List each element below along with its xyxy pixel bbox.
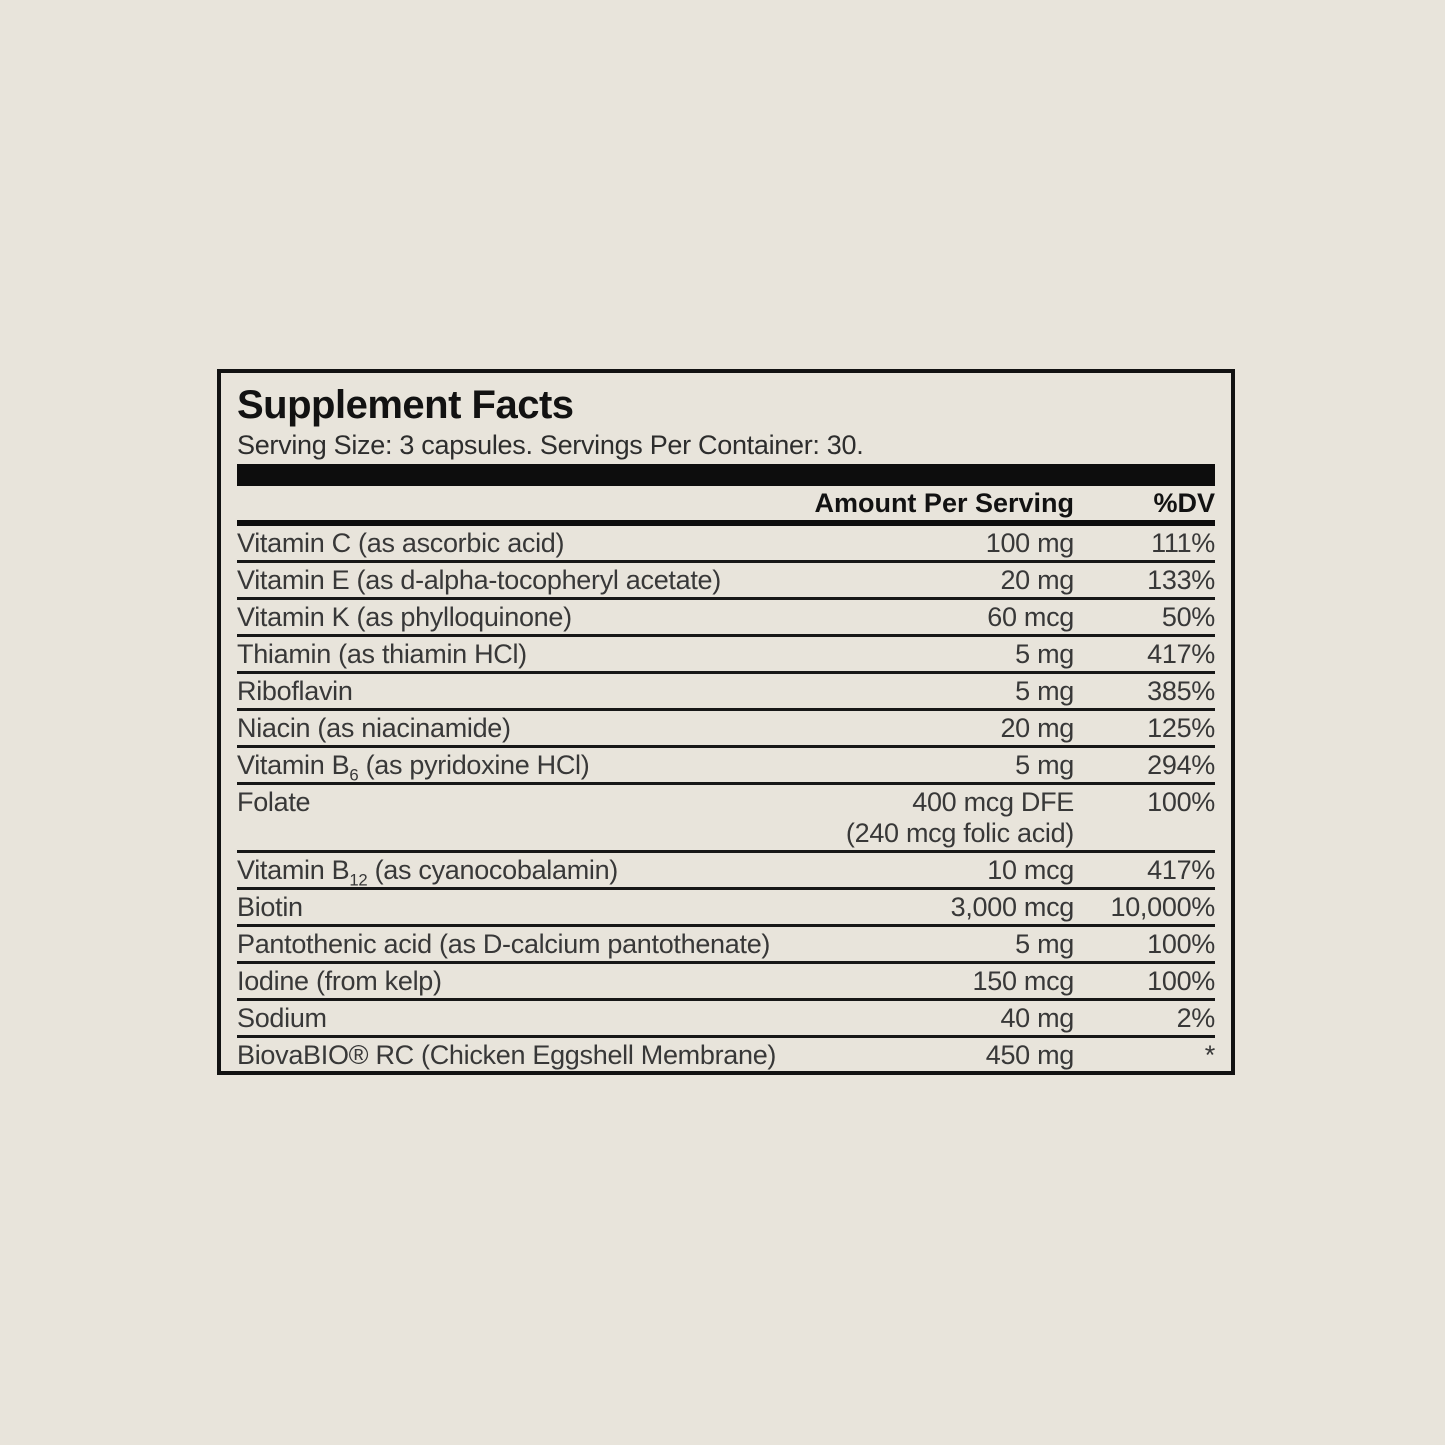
dv-value: 385% — [1147, 676, 1215, 706]
dv-value: * — [1204, 1040, 1215, 1070]
dv-value: 111% — [1151, 528, 1215, 558]
dv-value: 2% — [1176, 1003, 1215, 1033]
serving-info: Serving Size: 3 capsules. Servings Per Container: 30. — [237, 430, 864, 460]
amount-value: 400 mcg DFE (240 mcg folic acid) — [845, 787, 1074, 848]
table-row — [237, 890, 1215, 927]
facts-rows — [237, 526, 1215, 1072]
amount-value: 10 mcg — [987, 855, 1074, 885]
table-row — [237, 1001, 1215, 1038]
nutrient-name: Vitamin $B_6$ (as pyridoxine HCl) — [237, 750, 590, 785]
amount-value: 20 mg — [1000, 713, 1074, 743]
nutrient-name: Thiamin (as thiamin HCl) — [237, 639, 527, 669]
table-row — [237, 964, 1215, 1001]
table-row — [237, 711, 1215, 748]
table-row — [237, 853, 1215, 890]
nutrient-name: Vitamin $B_{12}$ (as cyanocobalamin) — [237, 855, 618, 890]
dv-value: 10,000% — [1110, 892, 1215, 922]
amount-value: 5 mg — [1015, 750, 1074, 780]
table-row — [237, 1038, 1215, 1072]
panel-title: Supplement Facts — [237, 383, 574, 427]
table-row — [237, 674, 1215, 711]
dv-value: 133% — [1147, 565, 1215, 595]
amount-value: 100 mg — [985, 528, 1074, 558]
amount-value: 5 mg — [1015, 639, 1074, 669]
dv-value: 417% — [1147, 639, 1215, 669]
table-row — [237, 927, 1215, 964]
dv-value: 100% — [1147, 929, 1215, 959]
nutrient-name: Folate — [237, 787, 311, 817]
table-row — [237, 600, 1215, 637]
dv-value: 294% — [1147, 750, 1215, 780]
supplement-facts-panel — [217, 369, 1235, 1075]
dv-value: 100% — [1147, 966, 1215, 996]
amount-value: 150 mcg — [972, 966, 1074, 996]
nutrient-name: Pantothenic acid (as D-calcium pantothenate) — [237, 929, 771, 959]
dv-value: 125% — [1147, 713, 1215, 743]
nutrient-name: Sodium — [237, 1003, 327, 1033]
amount-value: 60 mcg — [987, 602, 1074, 632]
column-header-dv: %DV — [1153, 488, 1215, 518]
table-header-row — [237, 486, 1215, 520]
divider-bar-thick — [237, 464, 1215, 486]
amount-value: 3,000 mcg — [950, 892, 1074, 922]
amount-value: 450 mg — [985, 1040, 1074, 1070]
nutrient-name: BiovaBIO® RC (Chicken Eggshell Membrane) — [237, 1040, 777, 1070]
column-header-amount: Amount Per Serving — [814, 488, 1074, 518]
table-row — [237, 785, 1215, 853]
table-row — [237, 526, 1215, 563]
dv-value: 417% — [1147, 855, 1215, 885]
nutrient-name: Niacin (as niacinamide) — [237, 713, 511, 743]
table-row — [237, 563, 1215, 600]
nutrient-name: Vitamin K (as phylloquinone) — [237, 602, 572, 632]
nutrient-name: Iodine (from kelp) — [237, 966, 442, 996]
amount-value: 40 mg — [1000, 1003, 1074, 1033]
nutrient-name: Vitamin E (as d-alpha-tocopheryl acetate) — [237, 565, 721, 595]
nutrient-name: Vitamin C (as ascorbic acid) — [237, 528, 565, 558]
nutrient-name: Riboflavin — [237, 676, 353, 706]
amount-value: 20 mg — [1000, 565, 1074, 595]
dv-value: 100% — [1147, 787, 1215, 817]
amount-value: 5 mg — [1015, 929, 1074, 959]
nutrient-name: Biotin — [237, 892, 303, 922]
table-row — [237, 748, 1215, 785]
amount-value: 5 mg — [1015, 676, 1074, 706]
table-row — [237, 637, 1215, 674]
dv-value: 50% — [1161, 602, 1215, 632]
